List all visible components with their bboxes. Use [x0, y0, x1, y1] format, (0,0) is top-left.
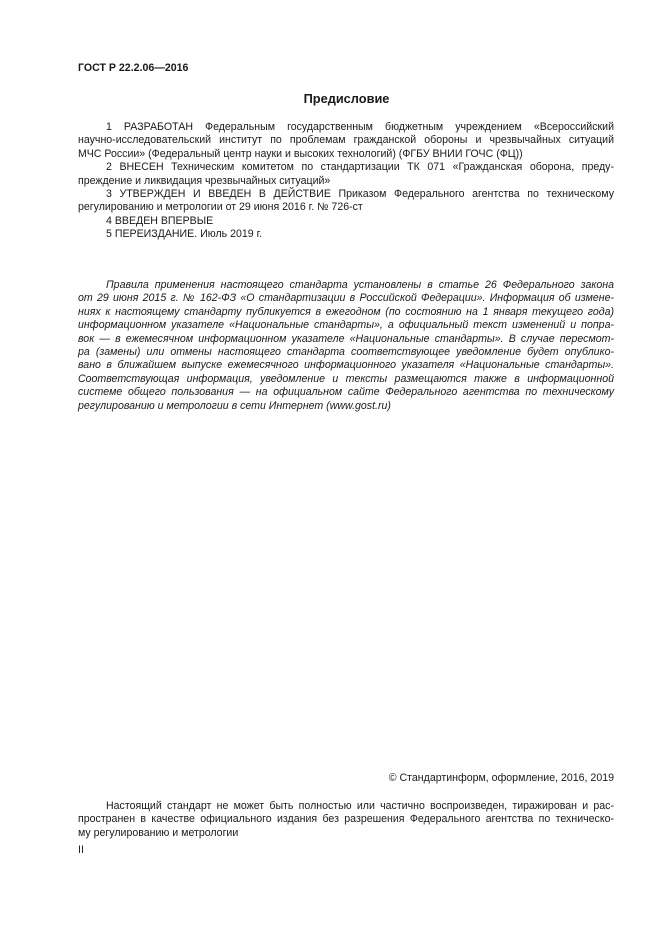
rules-line: регулированию и метрологии в сети Интернет (www.gost.ru)	[78, 399, 391, 412]
application-rules-notice	[78, 279, 614, 413]
foreword-item-3	[78, 188, 614, 215]
rules-line: ра (замены) или отмены настоящего стандарта соответствующее уведомление будет опублико-	[78, 346, 614, 359]
reproduction-notice	[78, 800, 614, 840]
item-line: преждение и ликвидация чрезвычайных ситуаций»	[78, 174, 331, 187]
rules-line: вок — в ежемесячном информационном указателе «Национальные стандарты». В случае пересмот-	[78, 332, 614, 345]
foreword-item-2	[78, 161, 614, 188]
foreword-item-5	[78, 228, 614, 241]
footer-line: пространен в качестве официального издания без разрешения Федерального агентства по техническо-	[78, 813, 614, 826]
item-line: 5 ПЕРЕИЗДАНИЕ. Июль 2019 г.	[106, 228, 263, 241]
rules-line: от 29 июня 2015 г. № 162-ФЗ «О стандартизации в Российской Федерации». Информация об измене-	[78, 292, 614, 305]
rules-line: вано в ближайшем выпуске ежемесячного информационного указателя «Национальные стандарты».	[78, 359, 614, 372]
item-line: 2 ВНЕСЕН Техническим комитетом по стандартизации ТК 071 «Гражданская оборона, преду-	[106, 161, 614, 174]
foreword-item-4	[78, 215, 614, 228]
footer-line: му регулированию и метрологии	[78, 826, 239, 839]
item-line: МЧС России» (Федеральный центр науки и высоких технологий) (ФГБУ ВНИИ ГОЧС (ФЦ))	[78, 147, 523, 160]
page-number: II	[78, 844, 84, 856]
copyright: © Стандартинформ, оформление, 2016, 2019	[388, 772, 614, 784]
foreword-items	[78, 121, 614, 242]
item-line: регулированию и метрологии от 29 июня 2016 г. № 726-ст	[78, 201, 363, 214]
footer-line: Настоящий стандарт не может быть полностью или частично воспроизведен, тиражирован и рас-	[106, 800, 614, 812]
page-title	[0, 92, 661, 105]
rules-line: системе общего пользования — на официальном сайте Федерального агентства по техническому	[78, 386, 614, 399]
item-line: 4 ВВЕДЕН ВПЕРВЫЕ	[106, 214, 214, 227]
rules-line: Правила применения настоящего стандарта установлены в статье 26 Федерального закона	[106, 279, 614, 291]
rules-line: информационном указателе «Национальные стандарты», а официальный текст изменений и попра-	[78, 319, 614, 332]
page-title-text: Предисловие	[303, 91, 390, 106]
foreword-item-1	[78, 121, 614, 161]
rules-line: Соответствующая информация, уведомление и тексты размещаются также в информационной	[78, 372, 614, 385]
rules-line: ниях к настоящему стандарту публикуется в ежегодном (по состоянию на 1 января текущего года)	[78, 305, 614, 318]
item-line: научно-исследовательский институт по проблемам гражданской обороны и чрезвычайных ситуаций	[78, 134, 614, 147]
item-line: 1 РАЗРАБОТАН Федеральным государственным бюджетным учреждением «Всероссийский	[106, 121, 614, 133]
item-line: 3 УТВЕРЖДЕН И ВВЕДЕН В ДЕЙСТВИЕ Приказом Федерального агентства по техническому	[106, 188, 614, 201]
standard-code: ГОСТ Р 22.2.06—2016	[78, 62, 189, 74]
